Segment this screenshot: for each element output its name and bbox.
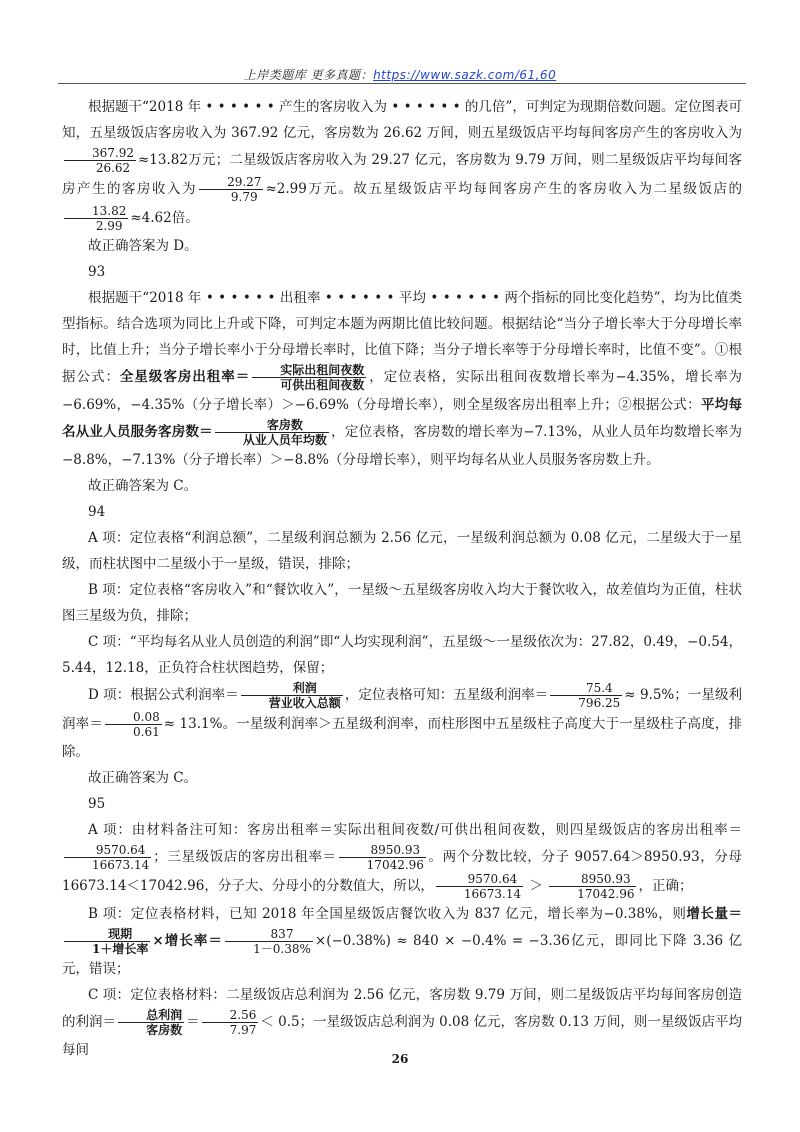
denominator: 2.99 <box>95 219 123 233</box>
denominator: 7.97 <box>229 1023 257 1037</box>
option-a-94: A 项：定位表格“利润总额”，二星级利润总额为 2.56 亿元，一星级利润总额为 0.08 亿元，二星级大于一星级，而柱状图中二星级小于一星级，错误，排除； <box>62 530 742 572</box>
fraction <box>339 843 426 872</box>
denominator: 可供出租间夜数 <box>280 378 365 392</box>
denominator: 796.25 <box>578 696 621 710</box>
denominator: 1＋增长率 <box>92 942 149 956</box>
denominator: 1－0.38% <box>253 942 311 956</box>
question-number-94: 94 <box>88 504 106 520</box>
option-c-95 <box>62 982 742 1063</box>
fraction <box>64 204 128 233</box>
question-number-93: 93 <box>88 264 106 280</box>
numerator: 8950.93 <box>549 872 636 887</box>
text: ，定位表格，客房数的增长率为−7.13%，从业人员年均数增长率为−8.8%，−7.13%（分子增长率）＞−8.8%（分母增长率），则平均每名从业人员服务客房数上升。 <box>62 424 743 468</box>
text: 根据题干“2018 年 • • • • • • 产生的客房收入为 • • • • • • 的几倍”，可判定为现期倍数问题。定位图表可知，五星级饭店客房收入为 367.92 亿元，客房数为 26.62 万间，则五星级饭店平均每间客房产生的客房收入为 <box>62 99 742 141</box>
text: ≈ 9.5%；一星级利润率＝ <box>62 687 743 732</box>
option-b-95 <box>62 901 742 982</box>
numerator: 2.56 <box>202 1008 259 1023</box>
paragraph-92 <box>62 94 742 233</box>
fraction <box>225 927 313 956</box>
denominator: 26.62 <box>95 161 131 175</box>
answer-94: 故正确答案为 C。 <box>88 770 198 786</box>
denominator: 16673.14 <box>92 858 150 872</box>
fraction <box>241 681 343 710</box>
numerator: 75.4 <box>550 681 622 696</box>
numerator: 利润 <box>241 681 343 696</box>
denominator: 客房数 <box>146 1023 183 1037</box>
paragraph-93 <box>62 285 742 473</box>
fraction <box>64 927 150 956</box>
numerator: 8950.93 <box>339 843 426 858</box>
text: B 项：定位表格材料，已知 2018 年全国星级饭店餐饮收入为 837 亿元，增长率为−0.38%，则 <box>88 906 687 922</box>
denominator: 营业收入总额 <box>268 696 341 710</box>
document-body <box>62 94 742 1063</box>
option-d-94 <box>62 681 742 765</box>
page-number: 26 <box>391 1052 409 1066</box>
text: ×增长率＝ <box>152 933 224 949</box>
text: ＝ <box>186 1014 200 1030</box>
numerator: 总利润 <box>118 1008 184 1023</box>
text: ≈4.62倍。 <box>130 210 199 226</box>
fraction <box>550 681 622 710</box>
numerator: 9570.64 <box>64 843 151 858</box>
fraction <box>202 1008 259 1037</box>
text: ≈2.99万元。故五星级饭店平均每间客房产生的客房收入为二星级饭店的 <box>265 181 743 197</box>
text: ，正确； <box>638 878 693 894</box>
fraction <box>118 1008 184 1037</box>
denominator: 9.79 <box>230 190 258 204</box>
denominator: 从业人员年均数 <box>242 433 327 447</box>
question-number-95: 95 <box>88 796 106 812</box>
answer-93: 故正确答案为 C。 <box>88 478 198 494</box>
text: ，定位表格可知：五星级利润率＝ <box>344 687 549 703</box>
numerator: 29.27 <box>199 175 263 190</box>
text: 。两个分数比较，分子 9057.64＞8950.93，分母 16673.14＜17042.96，分子大、分母小的分数值大，所以， <box>62 849 742 894</box>
fraction <box>252 363 366 392</box>
text: ，定位表格，实际出租间夜数增长率为−4.35%，增长率为−6.69%，−4.35%（分子增长率）＞−6.69%（分母增长率），则全星级客房出租率上升；②根据公式： <box>62 369 743 413</box>
numerator: 9570.64 <box>436 872 523 887</box>
denominator: 0.61 <box>133 725 160 739</box>
text: D 项：根据公式利润率＝ <box>88 687 239 703</box>
formula-label: 平均每名从业人员服务客房数＝ <box>62 397 743 440</box>
header-divider <box>58 83 746 84</box>
denominator: 17042.96 <box>577 887 635 901</box>
answer-92: 故正确答案为 D。 <box>88 238 198 254</box>
numerator: 13.82 <box>64 204 128 219</box>
fraction <box>64 843 151 872</box>
option-c-94: C 项：“平均每名从业人员创造的利润”即“人均实现利润”，五星级～一星级依次为：27.82，0.49，−0.54，5.44，12.18，正负符合柱状图趋势，保留； <box>62 634 742 676</box>
denominator: 16673.14 <box>463 887 522 901</box>
numerator: 0.08 <box>105 710 162 725</box>
text: ≈ 13.1%。一星级利润率＞五星级利润率，而柱形图中五星级柱子高度大于一星级柱子高度，排除。 <box>62 716 742 760</box>
text: ×(−0.38%) ≈ 840 × −0.4% = −3.36亿元，即同比下降 3.36 亿元，错误； <box>62 933 742 977</box>
fraction <box>105 710 162 739</box>
option-a-95 <box>62 817 742 901</box>
fraction <box>549 872 636 901</box>
text: ≈13.82万元；二星级饭店客房收入为 29.27 亿元，客房数为 9.79 万间，则二星级饭店平均每间客房产生的客房收入为 <box>62 152 742 197</box>
fraction <box>199 175 263 204</box>
header-link[interactable]: https://www.sazk.com/61,60 <box>373 68 557 82</box>
denominator: 17042.96 <box>366 858 424 872</box>
numerator: 367.92 <box>64 146 136 161</box>
header-label: 上岸类题库 更多真题： <box>243 68 374 82</box>
numerator: 客房数 <box>215 418 329 433</box>
text: ；三星级饭店的客房出租率＝ <box>153 849 337 865</box>
formula-label: 增长量＝ <box>686 906 743 922</box>
numerator: 现期 <box>64 927 150 942</box>
text: ＜ 0.5；一星级饭店总利润为 0.08 亿元，客房数 0.13 万间，则一星级饭店平均每间 <box>62 1014 743 1058</box>
fraction <box>436 872 523 901</box>
fraction <box>215 418 329 447</box>
text: C 项：定位表格材料：二星级饭店总利润为 2.56 亿元，客房数 9.79 万间，则二星级饭店平均每间客房创造的利润＝ <box>62 987 742 1030</box>
numerator: 837 <box>225 927 313 942</box>
numerator: 实际出租间夜数 <box>252 363 366 378</box>
text: 根据题干“2018 年 • • • • • • 出租率 • • • • • • 平均 • • • • • • 两个指标的同比变化趋势”，均为比值类型指标。结合选项为同比上升或下降，可判定本题为两期比值比较问题。根据结论“当分子增长率大于分母增长率时，比值上升；当分子增长率小于分母增长率时，比值下降；当分子增长率等于分母增长率时，比值不变”。①根据公式： <box>62 290 742 385</box>
text: ＞ <box>525 878 548 894</box>
fraction <box>64 146 136 175</box>
text: A 项：由材料备注可知：客房出租率＝实际出租间夜数/可供出租间夜数，则四星级饭店的客房出租率＝ <box>88 822 742 838</box>
formula-label: 全星级客房出租率＝ <box>119 369 251 385</box>
option-b-94: B 项：定位表格“客房收入”和“餐饮收入”，一星级～五星级客房收入均大于餐饮收入，故差值均为正值，柱状图三星级为负，排除； <box>62 582 742 624</box>
page-header <box>0 66 800 83</box>
